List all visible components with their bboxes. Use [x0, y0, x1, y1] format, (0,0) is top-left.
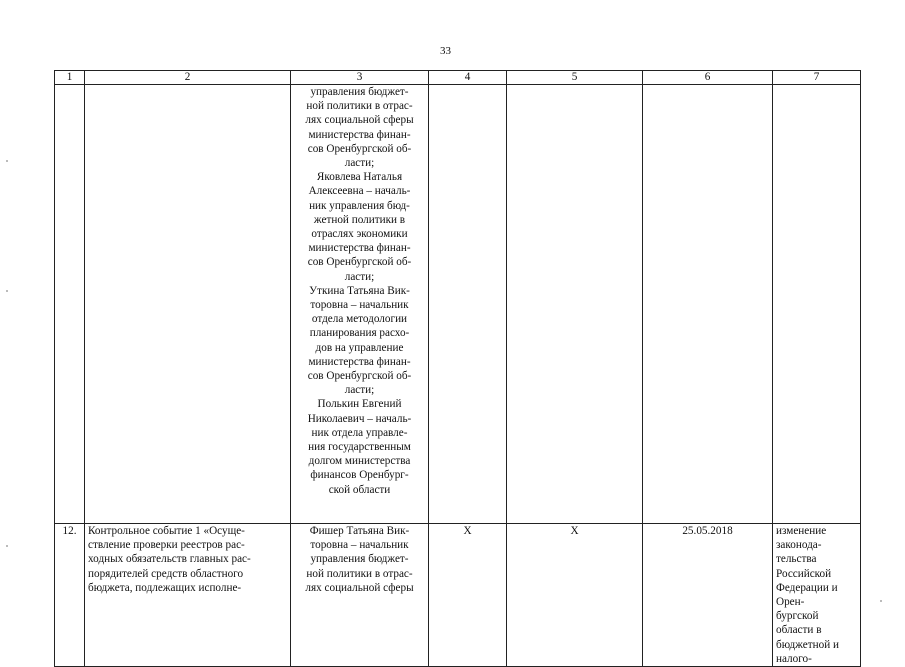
- mark-x: Х: [463, 525, 472, 537]
- cell-responsible: [291, 85, 429, 524]
- column-header-7: 7: [773, 71, 861, 85]
- cell-date: [643, 524, 773, 667]
- cell-col5: [507, 524, 643, 667]
- cell-col4: [429, 85, 507, 524]
- notes-text: изменение законода- тельства Российской Федерации и Орен- бургской области в бюджетной и налого-: [776, 525, 839, 665]
- document-table: [54, 70, 861, 667]
- cell-notes: [773, 524, 861, 667]
- responsible-text: управления бюджет- ной политики в отрас- лях социальной сферы министерства финан- сов Оренбургской об- ласти; Яковлева Наталья Алексеевна – началь- ник управления бюд- жетной политики в отраслях экономики министерства финан- сов Оренбургской об- ласти; Уткина Татьяна Вик- торовна – начальник отдела методологии планирования расхо- дов на управление министерства финан- сов Оренбургской об- ласти; Полькин Евгений Николаевич – началь- ник отдела управле- ния государственным долгом министерства финансов Оренбург- ской области: [305, 86, 414, 496]
- cell-event: [85, 524, 291, 667]
- cell-col5: [507, 85, 643, 524]
- column-header-1: 1: [55, 71, 85, 85]
- cell-row-number: [55, 524, 85, 667]
- scan-speck: [880, 600, 882, 602]
- cell-notes: [773, 85, 861, 524]
- scan-speck: [6, 290, 8, 292]
- cell-date: [643, 85, 773, 524]
- column-header-5: 5: [507, 71, 643, 85]
- scan-speck: [6, 545, 8, 547]
- cell-col4: [429, 524, 507, 667]
- responsible-text: Фишер Татьяна Вик- торовна – начальник управления бюджет- ной политики в отрас- лях социальной сферы: [305, 525, 414, 594]
- scan-speck: [6, 160, 8, 162]
- event-text: Контрольное событие 1 «Осуще- ствление проверки реестров рас- ходных обязательств главных рас- порядителей средств областного бюджета, подлежащих исполне-: [88, 525, 251, 594]
- table-row-12: [55, 524, 861, 667]
- mark-x: Х: [570, 525, 579, 537]
- table-row-continuation: [55, 85, 861, 524]
- cell-event: [85, 85, 291, 524]
- column-header-2: 2: [85, 71, 291, 85]
- row-number: 12.: [62, 525, 77, 537]
- column-header-4: 4: [429, 71, 507, 85]
- cell-number: [55, 85, 85, 524]
- column-header-3: 3: [291, 71, 429, 85]
- page-number: 33: [440, 45, 451, 57]
- table-header-row: [55, 71, 861, 85]
- cell-responsible: [291, 524, 429, 667]
- date-text: 25.05.2018: [682, 525, 733, 537]
- column-header-6: 6: [643, 71, 773, 85]
